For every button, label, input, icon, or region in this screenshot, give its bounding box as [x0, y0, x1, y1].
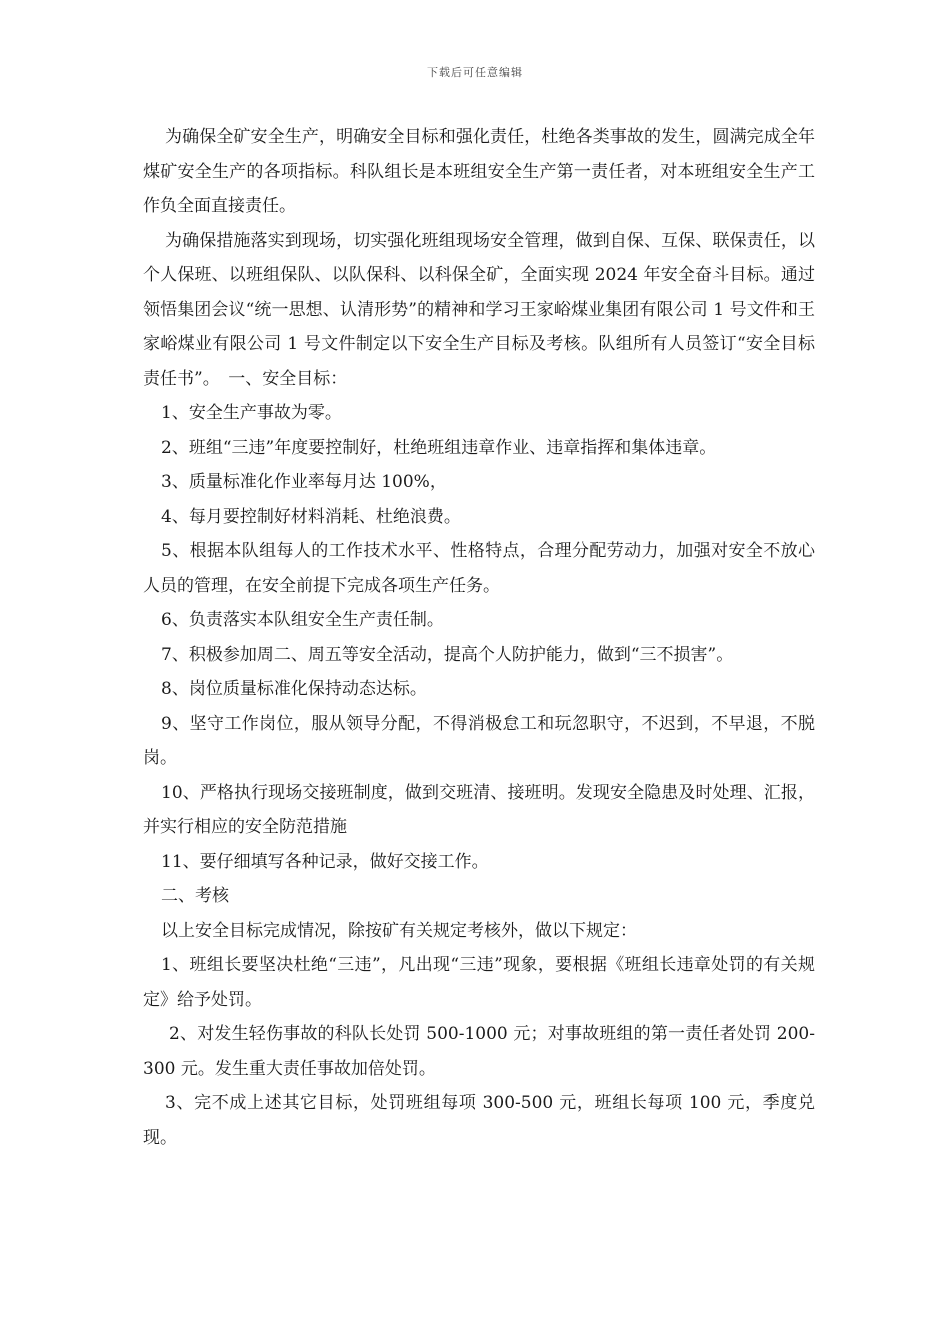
goal-item-4: 4、每月要控制好材料消耗、杜绝浪费。: [161, 506, 461, 527]
goal-item-1: 1、安全生产事故为零。: [161, 403, 342, 423]
goal-item-11: 11、要仔细填写各种记录，做好交接工作。: [161, 851, 489, 872]
goal-item-8: 8、岗位质量标准化保持动态达标。: [161, 679, 427, 699]
paragraph-measures: 为确保措施落实到现场，切实强化班组现场安全管理，做到自保、互保、联保责任，以个人保班、以班组保队、以队保科、以科保全矿，全面实现 2024 年安全奋斗目标。通过领悟集团会议“统一思想、认清形势”的精神和学习王家峪煤业集团有限公司 1 号文件和王家峪煤业有限公司 1 号文件制定以下安全生产目标及考核。队组所有人员签订“安全目标责任书”。 一、安全目标：: [143, 230, 815, 389]
page-header: 下载后可任意编辑: [427, 66, 523, 79]
goal-item-10: 10、严格执行现场交接班制度，做到交班清、接班明。发现安全隐患及时处理、汇报，并实行相应的安全防范措施: [143, 782, 815, 837]
paragraph-intro: 为确保全矿安全生产，明确安全目标和强化责任，杜绝各类事故的发生，圆满完成全年煤矿安全生产的各项指标。科队组长是本班组安全生产第一责任者，对本班组安全生产工作负全面直接责任。: [143, 127, 815, 216]
goal-item-6: 6、负责落实本队组安全生产责任制。: [161, 610, 444, 630]
goal-item-5: 5、根据本队组每人的工作技术水平、性格特点，合理分配劳动力，加强对安全不放心人员的管理，在安全前提下完成各项生产任务。: [143, 541, 815, 596]
section-heading-assessment: 二、考核: [161, 886, 229, 906]
document-body: [143, 120, 815, 1155]
goal-item-9: 9、坚守工作岗位，服从领导分配，不得消极怠工和玩忽职守，不迟到，不早退，不脱岗。: [143, 713, 815, 768]
assessment-item-1: 1、班组长要坚决杜绝“三违”，凡出现“三违”现象，要根据《班组长违章处罚的有关规定》给予处罚。: [143, 955, 815, 1010]
goal-item-3: 3、质量标准化作业率每月达 100%，: [161, 472, 447, 492]
goal-item-2: 2、班组“三违”年度要控制好，杜绝班组违章作业、违章指挥和集体违章。: [161, 437, 717, 458]
goal-item-7: 7、积极参加周二、周五等安全活动，提高个人防护能力，做到“三不损害”。: [161, 644, 734, 665]
assessment-item-3: 3、完不成上述其它目标，处罚班组每项 300-500 元，班组长每项 100 元，季度兑现。: [143, 1093, 815, 1148]
assessment-item-2: 2、对发生轻伤事故的科队长处罚 500-1000 元；对事故班组的第一责任者处罚 200-300 元。发生重大责任事故加倍处罚。: [143, 1024, 815, 1079]
assessment-intro: 以上安全目标完成情况，除按矿有关规定考核外，做以下规定：: [161, 920, 637, 941]
